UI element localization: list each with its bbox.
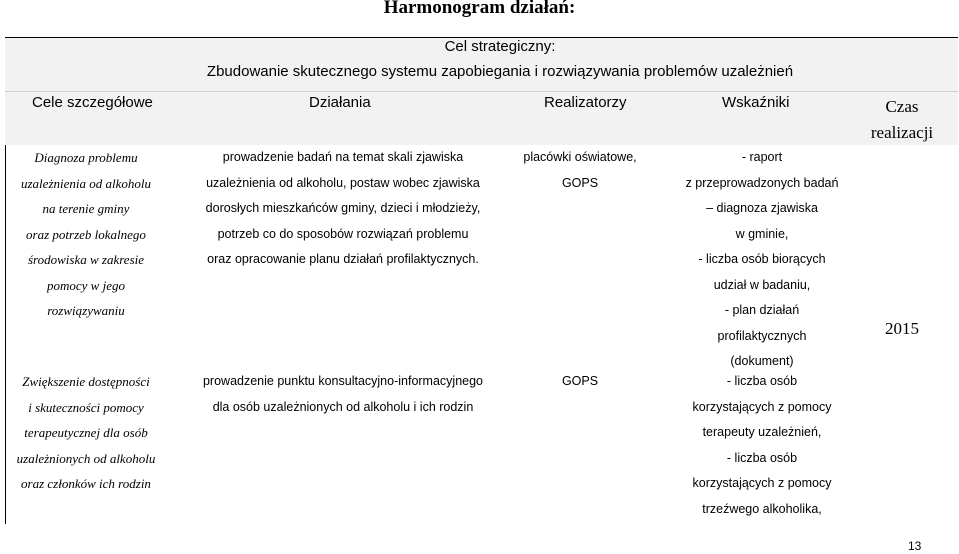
text-line: - plan działań [724,303,800,317]
text-line: prowadzenie punktu konsultacyjno-informacyjnego [202,374,484,388]
text-line: uzależnienia od alkoholu, postaw wobec zjawiska [206,175,480,190]
row2-action-cell [178,369,508,420]
row1-implementer-cell [505,145,655,196]
header-time-line2: realizacji [870,123,934,142]
text-line: oraz opracowanie planu działań profilaktycznych. [207,252,479,266]
text-line: środowiska w zakresie [27,252,145,267]
row2-goal-cell [0,369,172,497]
text-line: oraz potrzeb lokalnego [26,226,146,242]
text-line: dorosłych mieszkańców gminy, dzieci i młodzieży, [205,201,481,215]
text-line: terapeutycznej dla osób [24,425,148,440]
header-actions: Działania [309,94,371,111]
text-line: prowadzenie badań na temat skali zjawiska [222,150,464,164]
strategic-goal-text: Zbudowanie skutecznego systemu zapobiegania i rozwiązywania problemów uzależnień [206,63,794,80]
header-time-line1: Czas [885,97,919,116]
text-line: - liczba osób [726,374,798,388]
text-line: (dokument) [730,354,794,368]
text-line: uzależnionych od alkoholu [16,450,156,466]
time-cell-year: 2015 [885,319,919,338]
page-number: 13 [908,539,922,553]
row1-indicator-cell [672,145,852,375]
text-line: rozwiązywaniu [47,303,125,318]
text-line: Diagnoza problemu [34,150,138,165]
text-line: i skuteczności pomocy [28,399,144,415]
text-line: dla osób uzależnionych od alkoholu i ich rodzin [212,399,474,414]
row2-implementer-cell [505,369,655,395]
text-line: - liczba osób biorących [698,252,826,266]
text-line: uzależnienia od alkoholu [21,175,151,191]
text-line: oraz członków ich rodzin [21,476,151,491]
row1-action-cell [178,145,508,273]
text-line: - liczba osób [726,450,798,465]
row1-goal-cell [0,145,172,324]
text-line: trzeźwego alkoholika, [702,501,822,516]
strategic-goal-label: Cel strategiczny: [444,38,556,55]
text-line: korzystających z pomocy [692,476,832,490]
text-line: – diagnoza zjawiska [706,201,818,215]
text-line: GOPS [561,374,599,388]
header-implementers: Realizatorzy [544,94,627,111]
text-line: potrzeb co do sposobów rozwiązań problemu [217,226,469,241]
text-line: korzystających z pomocy [692,399,832,414]
text-line: pomocy w jego [47,277,125,293]
header-goals: Cele szczegółowe [32,94,153,111]
text-line: na terenie gminy [42,201,130,216]
row2-indicator-cell [672,369,852,522]
text-line: udział w badaniu, [713,277,811,292]
text-line: w gminie, [735,226,789,241]
text-line: - raport [741,150,783,164]
header-indicators: Wskaźniki [722,94,790,111]
text-line: GOPS [561,175,599,190]
text-line: z przeprowadzonych badań [685,175,839,190]
text-line: terapeuty uzależnień, [702,425,822,439]
page-title: Harmonogram działań: [383,0,576,18]
text-line: profilaktycznych [717,328,807,343]
header-time [862,94,942,146]
text-line: Zwiększenie dostępności [22,374,150,389]
text-line: placówki oświatowe, [523,150,637,164]
